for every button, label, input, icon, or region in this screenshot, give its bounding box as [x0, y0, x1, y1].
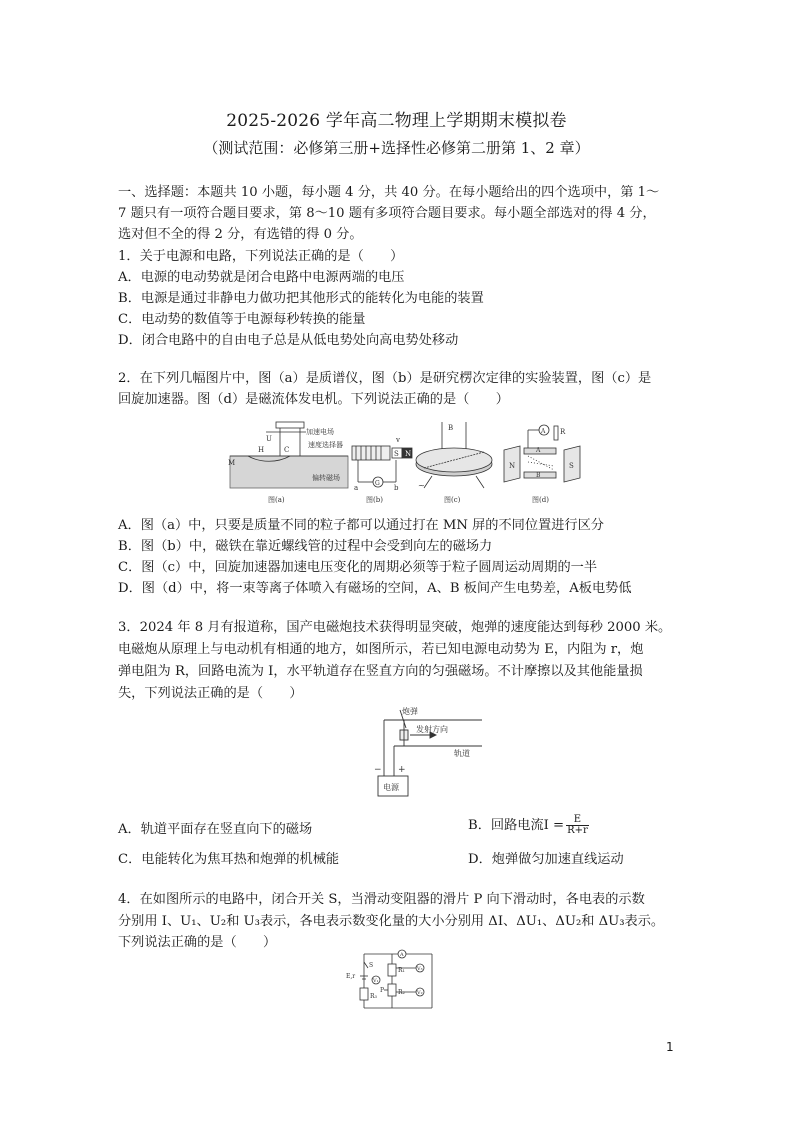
fig-c-caption: 图(c)	[444, 496, 461, 504]
q2-option-d: D．图（d）中，将一束等离子体喷入有磁场的空间，A、B 板间产生电势差，A板电势低	[118, 581, 632, 596]
q4-fig-label-ammeter: A	[400, 952, 404, 958]
q4-fig-label-r1: R₁	[398, 967, 405, 974]
q2-option-a: A．图（a）中，只要是质量不同的粒子都可以通过打在 MN 屏的不同位置进行区分	[118, 518, 604, 533]
q1-option-d: D．闭合电路中的自由电子总是从低电势处向高电势处移动	[118, 333, 459, 348]
q3-option-b	[468, 814, 589, 836]
section-intro-line-3: 选对但不全的得 2 分，有选错的得 0 分。	[118, 227, 363, 242]
question-4-stem-line-3: 下列说法正确的是（ ）	[118, 935, 277, 950]
fig-b-label-a: a	[354, 484, 359, 492]
q2-option-b: B．图（b）中，磁铁在靠近螺线管的过程中会受到向左的磁场力	[118, 539, 493, 554]
fig-b-caption: 图(b)	[366, 496, 383, 504]
fig-b-label-s: S	[394, 450, 399, 458]
question-4-stem-line-2: 分别用 I、U₁、U₂和 U₃表示，各电表示数变化量的大小分别用 ΔI、ΔU₁、ΔU₂和 ΔU₃表示。	[118, 914, 665, 929]
q4-fig-label-r3: R₃	[370, 993, 377, 1000]
fig-d-caption: 图(d)	[532, 496, 549, 504]
fig-c-label-ac: ~	[418, 481, 425, 490]
q3-fig-label-source: 电源	[383, 783, 399, 792]
q3-option-b-text: B．回路电流I =	[468, 818, 565, 833]
figure-c-cyclotron	[416, 422, 492, 488]
page-subtitle: （测试范围：必修第三册+选择性必修第二册第 1、2 章）	[203, 139, 590, 157]
q3-option-a: A．轨道平面存在竖直向下的磁场	[118, 822, 313, 837]
q4-fig-label-s: S	[369, 962, 374, 969]
q1-option-b: B．电源是通过非静电力做功把其他形式的能转化为电能的装置	[118, 291, 484, 306]
fig-a-label-h: H	[258, 446, 265, 454]
fig-a-label-1: 加速电场	[306, 428, 334, 436]
fig-b-label-v: v	[396, 436, 400, 444]
q4-fig-label-v2: V₂	[417, 990, 423, 996]
q4-fig-label-v1: V₁	[373, 978, 379, 984]
q3-option-d: D．炮弹做匀加速直线运动	[468, 852, 624, 867]
page-title: 2025-2026 学年高二物理上学期期末模拟卷	[226, 111, 567, 131]
question-3-stem-line-1: 3．2024 年 8 月有报道称，国产电磁炮技术获得明显突破，炮弹的速度能达到每秒 2000 米。	[118, 620, 672, 635]
figure-b-lenz-apparatus	[352, 446, 412, 487]
fig-c-label-b: B	[448, 424, 454, 432]
q3-fig-label-rail: 轨道	[454, 749, 470, 758]
fraction-numerator: E	[566, 815, 589, 826]
q3-fig-label-minus: −	[374, 765, 382, 775]
question-4-stem-line-1: 4．在如图所示的电路中，闭合开关 S，当滑动变阻器的滑片 P 向下滑动时，各电表的示数	[118, 892, 645, 907]
fig-a-caption: 图(a)	[268, 496, 285, 504]
q1-option-c: C．电动势的数值等于电源每秒转换的能量	[118, 312, 366, 327]
q4-figure	[340, 948, 440, 1014]
question-3-stem-line-3: 弹电阻为 R，回路电流为 I，水平轨道存在竖直方向的匀强磁场。不计摩擦以及其他能量损	[118, 664, 643, 679]
q3-figure	[370, 704, 495, 800]
question-3-stem-line-4: 失，下列说法正确的是（ ）	[118, 686, 303, 701]
fig-d-label-b: B	[536, 472, 541, 479]
question-1-stem: 1．关于电源和电路，下列说法正确的是（ ）	[118, 249, 404, 264]
q3-option-c: C．电能转化为焦耳热和炮弹的机械能	[118, 852, 340, 867]
page-number: 1	[666, 1040, 674, 1054]
fig-a-label-c: C	[284, 446, 290, 454]
section-intro-line-2: 7 题只有一项符合题目要求，第 8～10 题有多项符合题目要求。每小题全部选对的得 4 分，	[118, 206, 656, 221]
question-3-stem-line-2: 电磁炮从原理上与电动机有相通的地方，如图所示，若已知电源电动势为 E，内阻为 r，炮	[118, 642, 644, 657]
fig-a-label-u: U	[266, 435, 272, 443]
fig-d-label-ammeter: A	[541, 428, 546, 435]
fig-b-label-n: N	[405, 450, 412, 458]
fig-b-label-b: b	[394, 484, 399, 492]
q3-fig-label-shell: 炮弹	[402, 707, 418, 716]
fig-d-label-a: A	[536, 447, 541, 454]
q3-option-b-fraction	[566, 815, 589, 836]
fig-d-label-s: S	[569, 462, 574, 470]
q4-fig-label-er: E,r	[346, 973, 356, 980]
q1-option-a: A．电源的电动势就是闭合电路中电源两端的电压	[118, 270, 405, 285]
q4-fig-label-v3: V₃	[417, 966, 423, 972]
q3-fig-label-plus: +	[398, 765, 406, 775]
question-2-stem-line-1: 2．在下列几幅图片中，图（a）是质谱仪，图（b）是研究楞次定律的实验装置，图（c）是	[118, 371, 652, 386]
fraction-denominator: R+r	[567, 825, 588, 836]
fig-a-label-m: M	[228, 459, 236, 467]
q4-fig-label-r2: R₂	[398, 989, 405, 996]
fig-d-label-n: N	[509, 462, 516, 470]
q3-fig-label-direction: 发射方向	[416, 725, 448, 734]
q2-figure	[228, 418, 583, 510]
q4-fig-label-p: P	[380, 987, 385, 994]
question-2-stem-line-2: 回旋加速器。图（d）是磁流体发电机。下列说法正确的是（ ）	[118, 392, 509, 407]
q2-option-c: C．图（c）中，回旋加速器加速电压变化的周期必须等于粒子圆周运动周期的一半	[118, 560, 598, 575]
fig-b-label-g: G	[375, 480, 380, 487]
fig-d-label-r: R	[560, 428, 566, 436]
section-intro-line-1: 一、选择题：本题共 10 小题，每小题 4 分，共 40 分。在每小题给出的四个选项中，第 1～	[118, 185, 660, 200]
fig-a-label-3: 偏转磁场	[312, 474, 340, 482]
fig-a-label-2: 速度选择器	[308, 441, 343, 449]
